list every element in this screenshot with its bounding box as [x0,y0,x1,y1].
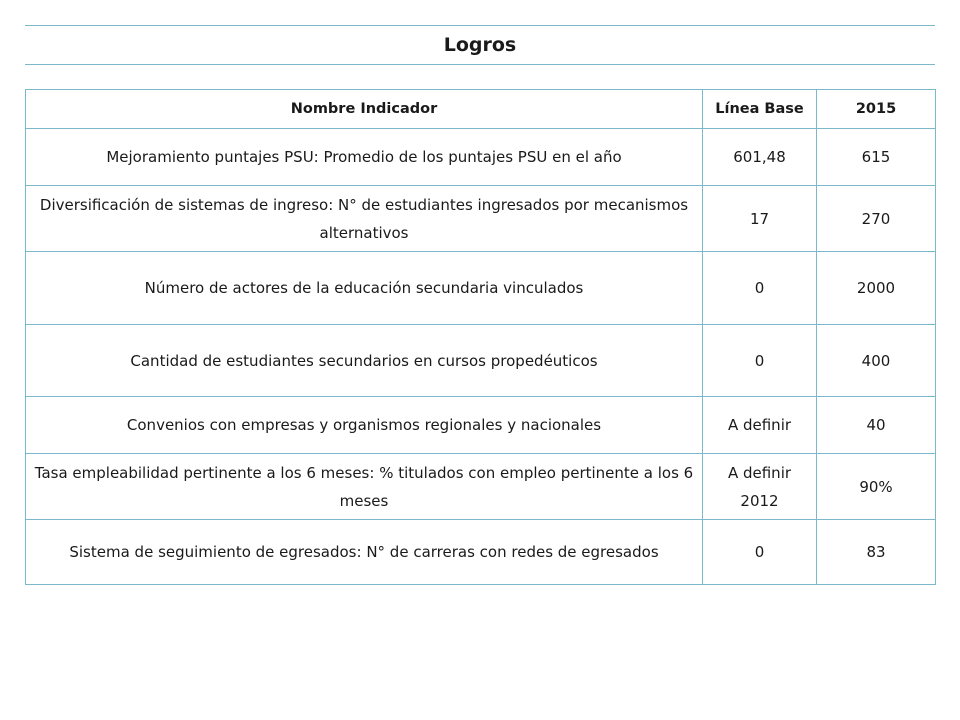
table-header-row [26,90,936,129]
table-row [26,454,936,520]
table-row [26,252,936,325]
cell-2015-value: 2000 [817,252,936,325]
table-row [26,520,936,585]
cell-indicator-name: Convenios con empresas y organismos regionales y nacionales [26,397,703,454]
table-row [26,397,936,454]
cell-2015-value: 40 [817,397,936,454]
cell-2015-value: 83 [817,520,936,585]
indicators-table [25,89,936,585]
cell-base-value: 601,48 [703,129,817,186]
cell-base-value: 0 [703,520,817,585]
cell-base-value: 0 [703,325,817,397]
cell-base-value: A definir 2012 [703,454,817,520]
cell-indicator-name: Diversificación de sistemas de ingreso: N° de estudiantes ingresados por mecanismos alternativos [26,186,703,252]
cell-2015-value: 90% [817,454,936,520]
cell-indicator-name: Sistema de seguimiento de egresados: N° de carreras con redes de egresados [26,520,703,585]
cell-2015-value: 615 [817,129,936,186]
cell-base-value: 0 [703,252,817,325]
table-row [26,186,936,252]
cell-indicator-name: Cantidad de estudiantes secundarios en cursos propedéuticos [26,325,703,397]
table-row [26,325,936,397]
cell-2015-value: 400 [817,325,936,397]
cell-indicator-name: Número de actores de la educación secundaria vinculados [26,252,703,325]
cell-base-value: A definir [703,397,817,454]
cell-2015-value: 270 [817,186,936,252]
column-header-name: Nombre Indicador [26,90,703,129]
page-title: Logros [443,34,517,56]
column-header-year: 2015 [817,90,936,129]
cell-indicator-name: Mejoramiento puntajes PSU: Promedio de los puntajes PSU en el año [26,129,703,186]
title-band [25,25,935,65]
cell-indicator-name: Tasa empleabilidad pertinente a los 6 meses: % titulados con empleo pertinente a los 6 meses [26,454,703,520]
column-header-base: Línea Base [703,90,817,129]
table-row [26,129,936,186]
cell-base-value: 17 [703,186,817,252]
